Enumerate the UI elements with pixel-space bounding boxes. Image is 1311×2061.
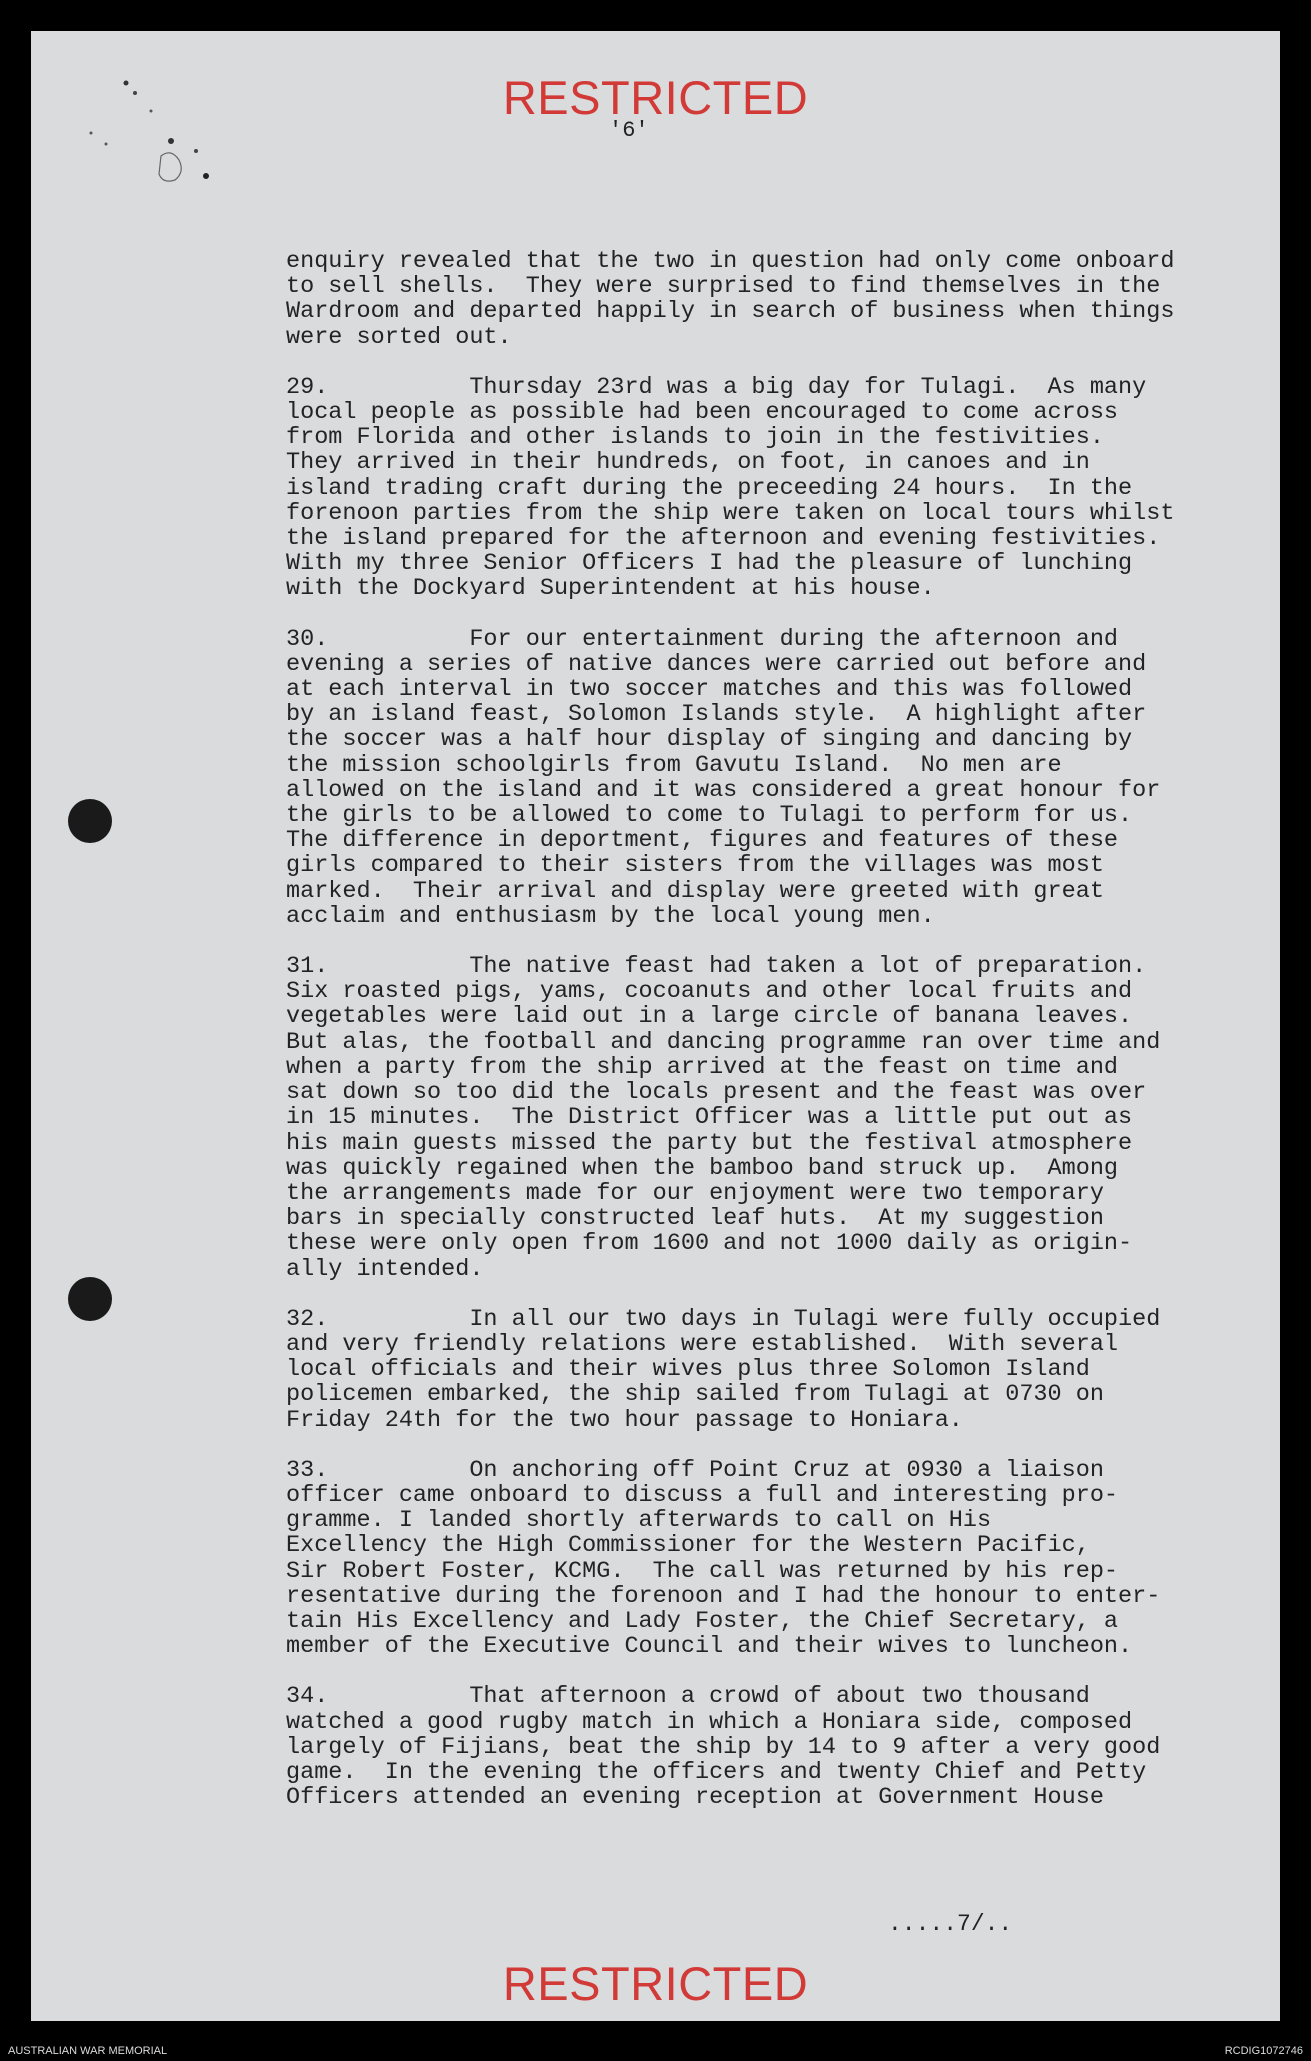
paragraph-32 — [286, 1307, 1266, 1433]
text-line: largely of Fijians, beat the ship by 14 to 9 after a very good — [286, 1733, 1161, 1761]
text-line: was quickly regained when the bamboo band struck up. Among — [286, 1154, 1119, 1182]
text-line: Friday 24th for the two hour passage to Honiara. — [286, 1406, 963, 1434]
text-line: with the Dockyard Superintendent at his house. — [286, 575, 935, 603]
text-line: allowed on the island and it was considered a great honour for — [286, 776, 1161, 804]
text-line: 33. On anchoring off Point Cruz at 0930 a liaison — [286, 1456, 1104, 1484]
text-line: ally intended. — [286, 1255, 484, 1283]
paragraph-31 — [286, 954, 1266, 1282]
text-line: bars in specially constructed leaf huts. At my suggestion — [286, 1205, 1104, 1233]
text-line: Sir Robert Foster, KCMG. The call was returned by his rep- — [286, 1557, 1119, 1585]
punch-hole — [68, 1277, 112, 1321]
text-line: and very friendly relations were established. With several — [286, 1330, 1119, 1358]
paragraph-34 — [286, 1684, 1266, 1810]
text-line: island trading craft during the preceeding 24 hours. In the — [286, 474, 1133, 502]
text-line: to sell shells. They were surprised to find themselves in the — [286, 273, 1161, 301]
body-text — [286, 249, 1266, 1810]
text-line: With my three Senior Officers I had the pleasure of lunching — [286, 550, 1133, 578]
text-line: from Florida and other islands to join in the festivities. — [286, 424, 1104, 452]
text-line: But alas, the football and dancing programme ran over time and — [286, 1028, 1161, 1056]
text-line: acclaim and enthusiasm by the local young men. — [286, 902, 935, 930]
text-line: vegetables were laid out in a large circle of banana leaves. — [286, 1003, 1133, 1031]
text-line: 29. Thursday 23rd was a big day for Tulagi. As many — [286, 373, 1147, 401]
restricted-stamp-bottom: RESTRICTED — [502, 1957, 809, 2010]
text-line: 30. For our entertainment during the afternoon and — [286, 625, 1119, 653]
text-line: marked. Their arrival and display were greeted with great — [286, 877, 1104, 905]
document-page — [31, 31, 1280, 2021]
paragraph-33 — [286, 1458, 1266, 1660]
text-line: resentative during the forenoon and I had the honour to enter- — [286, 1582, 1161, 1610]
text-line: member of the Executive Council and their wives to luncheon. — [286, 1633, 1133, 1661]
text-line: the mission schoolgirls from Gavutu Island. No men are — [286, 751, 1062, 779]
text-line: They arrived in their hundreds, on foot, in canoes and in — [286, 449, 1090, 477]
text-line: Excellency the High Commissioner for the Western Pacific, — [286, 1532, 1090, 1560]
text-line: his main guests missed the party but the festival atmosphere — [286, 1129, 1133, 1157]
text-line: local people as possible had been encouraged to come across — [286, 399, 1119, 427]
text-line: girls compared to their sisters from the villages was most — [286, 852, 1104, 880]
paragraph — [286, 249, 1266, 350]
text-line: Six roasted pigs, yams, cocoanuts and other local fruits and — [286, 978, 1133, 1006]
text-line: The difference in deportment, figures and features of these — [286, 827, 1119, 855]
text-line: tain His Excellency and Lady Foster, the Chief Secretary, a — [286, 1607, 1119, 1635]
punch-hole — [68, 799, 112, 843]
text-line: officer came onboard to discuss a full and interesting pro- — [286, 1481, 1119, 1509]
text-line: in 15 minutes. The District Officer was a little put out as — [286, 1104, 1133, 1132]
text-line: Wardroom and departed happily in search of business when things — [286, 298, 1175, 326]
text-line: policemen embarked, the ship sailed from Tulagi at 0730 on — [286, 1381, 1104, 1409]
paper-blemish — [31, 31, 291, 231]
text-line: by an island feast, Solomon Islands style. A highlight after — [286, 701, 1147, 729]
text-line: the girls to be allowed to come to Tulagi to perform for us. — [286, 802, 1133, 830]
text-line: at each interval in two soccer matches and this was followed — [286, 676, 1133, 704]
text-line: enquiry revealed that the two in question had only come onboard — [286, 248, 1175, 275]
text-line: gramme. I landed shortly afterwards to call on His — [286, 1507, 992, 1535]
text-line: evening a series of native dances were carried out before and — [286, 650, 1147, 678]
text-line: 32. In all our two days in Tulagi were fully occupied — [286, 1305, 1161, 1333]
text-line: the arrangements made for our enjoyment were two temporary — [286, 1179, 1104, 1207]
continuation-marker: .....7/.. — [888, 1911, 1013, 1937]
text-line: watched a good rugby match in which a Honiara side, composed — [286, 1708, 1133, 1736]
page-number: '6' — [609, 118, 649, 143]
archive-id: RCDIG1072746 — [1224, 2045, 1303, 2057]
text-line: forenoon parties from the ship were taken on local tours whilst — [286, 499, 1175, 527]
text-line: these were only open from 1600 and not 1000 daily as origin- — [286, 1230, 1133, 1258]
paragraph-30 — [286, 627, 1266, 929]
text-line: local officials and their wives plus three Solomon Island — [286, 1356, 1090, 1384]
paragraph-29 — [286, 375, 1266, 602]
text-line: sat down so too did the locals present and the feast was over — [286, 1079, 1147, 1107]
text-line: the island prepared for the afternoon and evening festivities. — [286, 525, 1161, 553]
text-line: 34. That afternoon a crowd of about two thousand — [286, 1683, 1090, 1711]
text-line: game. In the evening the officers and twenty Chief and Petty — [286, 1758, 1147, 1786]
text-line: were sorted out. — [286, 323, 512, 351]
text-line: the soccer was a half hour display of singing and dancing by — [286, 726, 1133, 754]
text-line: Officers attended an evening reception at Government House — [286, 1784, 1104, 1812]
text-line: 31. The native feast had taken a lot of preparation. — [286, 953, 1147, 981]
restricted-stamp-top: RESTRICTED — [502, 71, 809, 124]
archive-credit: AUSTRALIAN WAR MEMORIAL — [8, 2045, 168, 2057]
text-line: when a party from the ship arrived at the feast on time and — [286, 1053, 1119, 1081]
